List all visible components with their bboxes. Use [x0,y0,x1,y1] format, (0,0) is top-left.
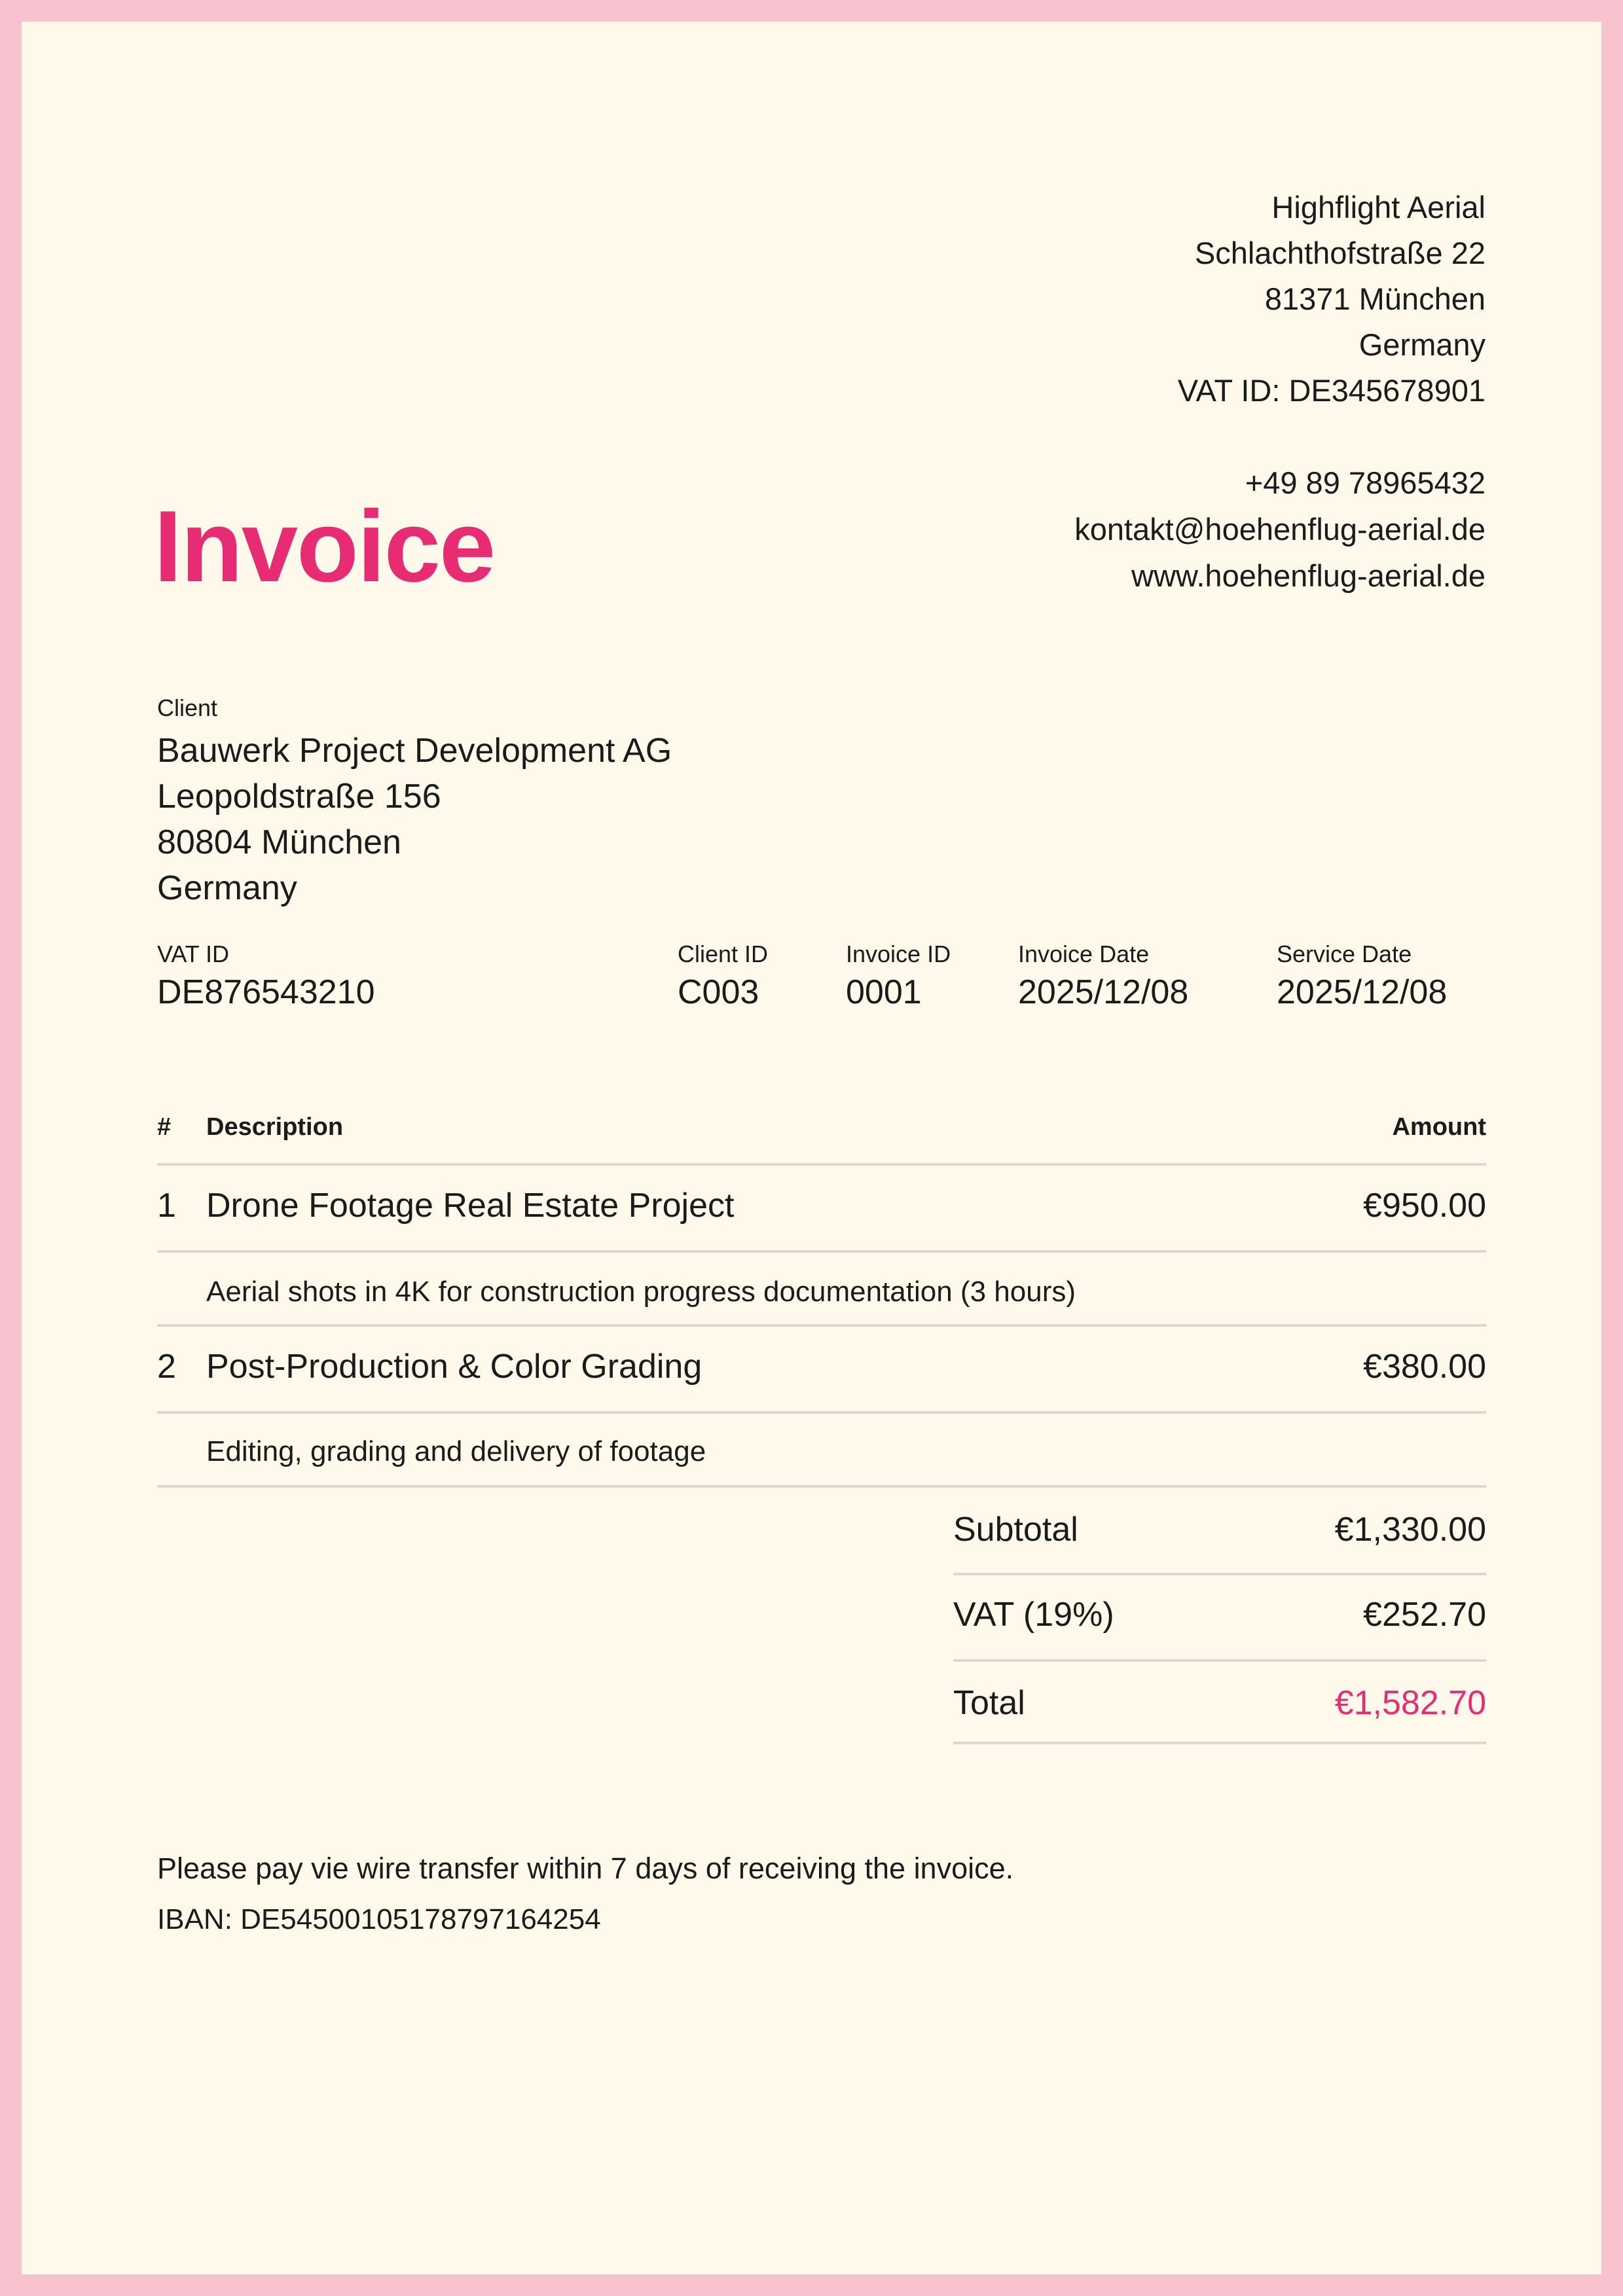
page-title: Invoice [154,490,495,603]
vat-label: VAT (19%) [953,1596,1114,1634]
meta-label: Client ID [678,941,769,967]
meta-value: DE876543210 [157,973,375,1011]
company-email: kontakt@hoehenflug-aerial.de [1074,512,1486,547]
meta-vat-id [157,940,375,1011]
meta-service-date [1277,940,1447,1011]
iban-line: IBAN: DE54500105178797164254 [157,1903,601,1935]
contact-block [1074,459,1486,599]
company-address-line: 81371 München [1264,281,1486,316]
client-address-line: Leopoldstraße 156 [157,778,441,816]
client-address-line: 80804 München [157,823,401,861]
meta-value: 2025/12/08 [1018,973,1189,1011]
meta-client-id [678,940,768,1011]
meta-invoice-id [846,940,951,1011]
meta-label: Service Date [1277,941,1412,967]
meta-label: VAT ID [157,941,230,967]
company-address-line: Schlachthofstraße 22 [1194,236,1486,270]
divider [953,1573,1486,1575]
table-header-amount: Amount [1392,1113,1486,1141]
divider [157,1163,1486,1166]
company-name: Highflight Aerial [1271,190,1486,224]
divider [157,1411,1486,1414]
item-row-num: 2 [157,1348,176,1386]
divider [157,1485,1486,1488]
divider [157,1250,1486,1253]
table-header-description: Description [206,1113,344,1141]
subtotal-value: €1,330.00 [1334,1511,1486,1549]
item-row-description: Editing, grading and delivery of footage [206,1435,706,1467]
client-block [157,728,672,911]
company-vat-id: VAT ID: DE345678901 [1177,373,1486,408]
client-label: Client [157,694,218,721]
divider [157,1324,1486,1327]
vat-value: €252.70 [1363,1596,1486,1634]
meta-label: Invoice ID [846,941,951,967]
table-header-num: # [157,1113,172,1141]
total-value: €1,582.70 [1334,1684,1486,1722]
item-row-amount: €380.00 [1363,1348,1486,1386]
item-row-title: Post-Production & Color Grading [206,1348,702,1386]
client-name: Bauwerk Project Development AG [157,732,672,770]
item-row-num: 1 [157,1187,176,1225]
item-row-description: Aerial shots in 4K for construction progress documentation (3 hours) [206,1276,1076,1308]
total-label: Total [953,1684,1025,1722]
divider [953,1659,1486,1662]
payment-note: Please pay vie wire transfer within 7 days of receiving the invoice. [157,1852,1014,1885]
meta-invoice-date [1018,940,1188,1011]
subtotal-label: Subtotal [953,1511,1078,1549]
company-block [1178,185,1486,414]
meta-label: Invoice Date [1018,941,1150,967]
item-row-amount: €950.00 [1363,1187,1486,1225]
divider [953,1742,1486,1744]
company-website: www.hoehenflug-aerial.de [1131,558,1486,593]
meta-value: C003 [678,973,759,1011]
meta-value: 2025/12/08 [1277,973,1448,1011]
item-row-title: Drone Footage Real Estate Project [206,1187,735,1225]
meta-value: 0001 [846,973,922,1011]
client-address-line: Germany [157,869,297,907]
company-phone: +49 89 78965432 [1245,465,1486,500]
company-address-line: Germany [1359,327,1486,362]
